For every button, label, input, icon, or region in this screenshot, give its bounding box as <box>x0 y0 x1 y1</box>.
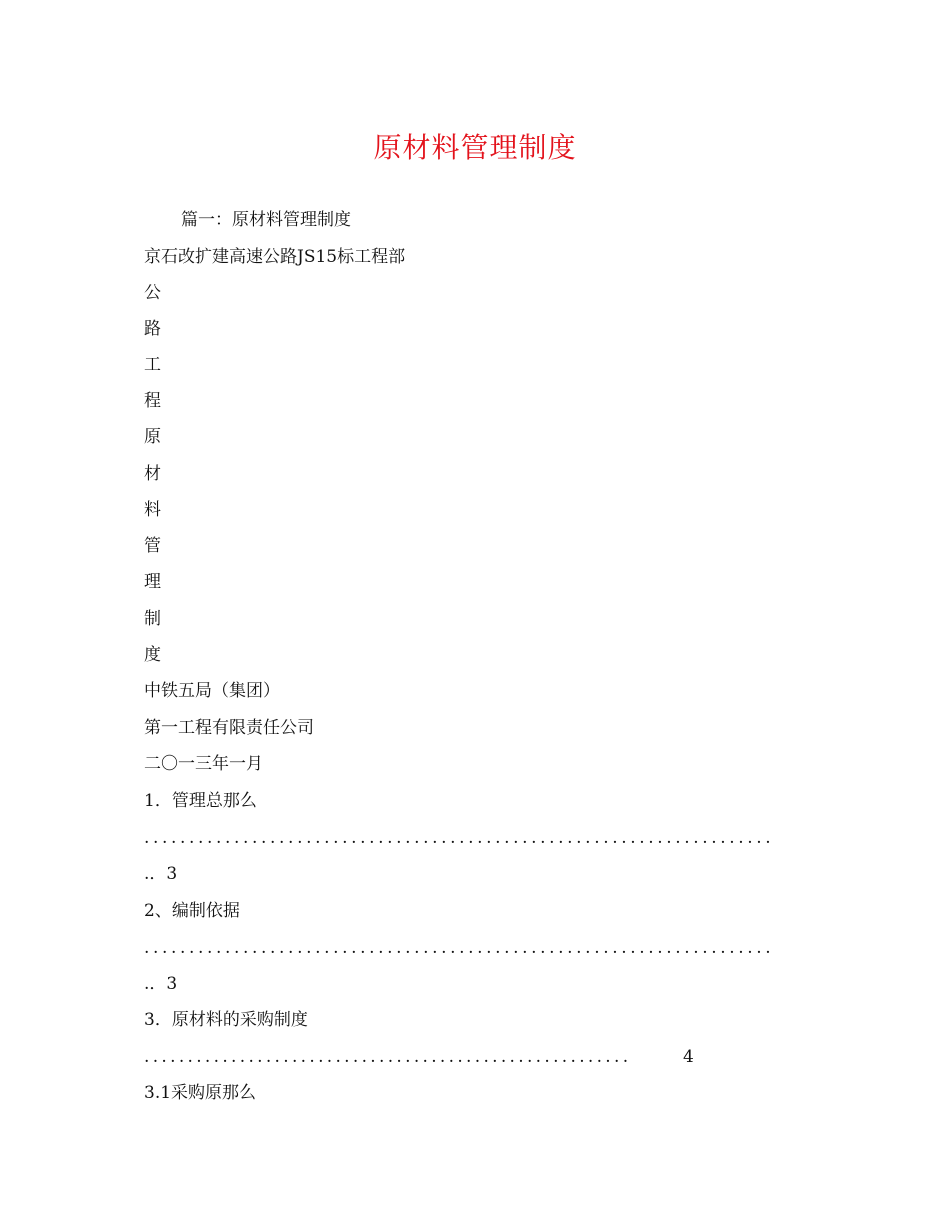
vertical-char: 公 <box>144 283 161 303</box>
section-heading: 篇一：原材料管理制度 <box>181 210 351 230</box>
vertical-char: 管 <box>144 536 161 556</box>
project-name: 京石改扩建高速公路JS15标工程部 <box>144 247 406 267</box>
vertical-char: 料 <box>144 500 161 520</box>
vertical-char: 路 <box>144 319 161 339</box>
toc-entry-label: 3.1采购原那么 <box>144 1083 257 1103</box>
toc-leader-dots: ........................................................ <box>144 1047 632 1067</box>
toc-page-number: 4 <box>683 1047 694 1067</box>
toc-entry-label: 2、编制依据 <box>144 901 240 921</box>
vertical-char: 工 <box>144 355 161 375</box>
company-name-line1: 中铁五局（集团） <box>144 681 280 701</box>
document-date: 二〇一三年一月 <box>144 754 263 774</box>
vertical-char: 材 <box>144 464 161 484</box>
toc-entry-label: 3．原材料的采购制度 <box>144 1010 308 1030</box>
toc-page-number: .．3 <box>144 974 178 994</box>
vertical-char: 程 <box>144 391 161 411</box>
vertical-char: 度 <box>144 645 161 665</box>
toc-page-number: .．3 <box>144 864 178 884</box>
company-name-line2: 第一工程有限责任公司 <box>144 718 314 738</box>
toc-entry-label: 1．管理总那么 <box>144 791 257 811</box>
document-title: 原材料管理制度 <box>373 131 577 164</box>
toc-leader-dots: ...................................................................... <box>144 828 775 848</box>
vertical-char: 原 <box>144 427 161 447</box>
toc-leader-dots: ...................................................................... <box>144 938 775 958</box>
vertical-char: 理 <box>144 572 161 592</box>
vertical-char: 制 <box>144 609 161 629</box>
